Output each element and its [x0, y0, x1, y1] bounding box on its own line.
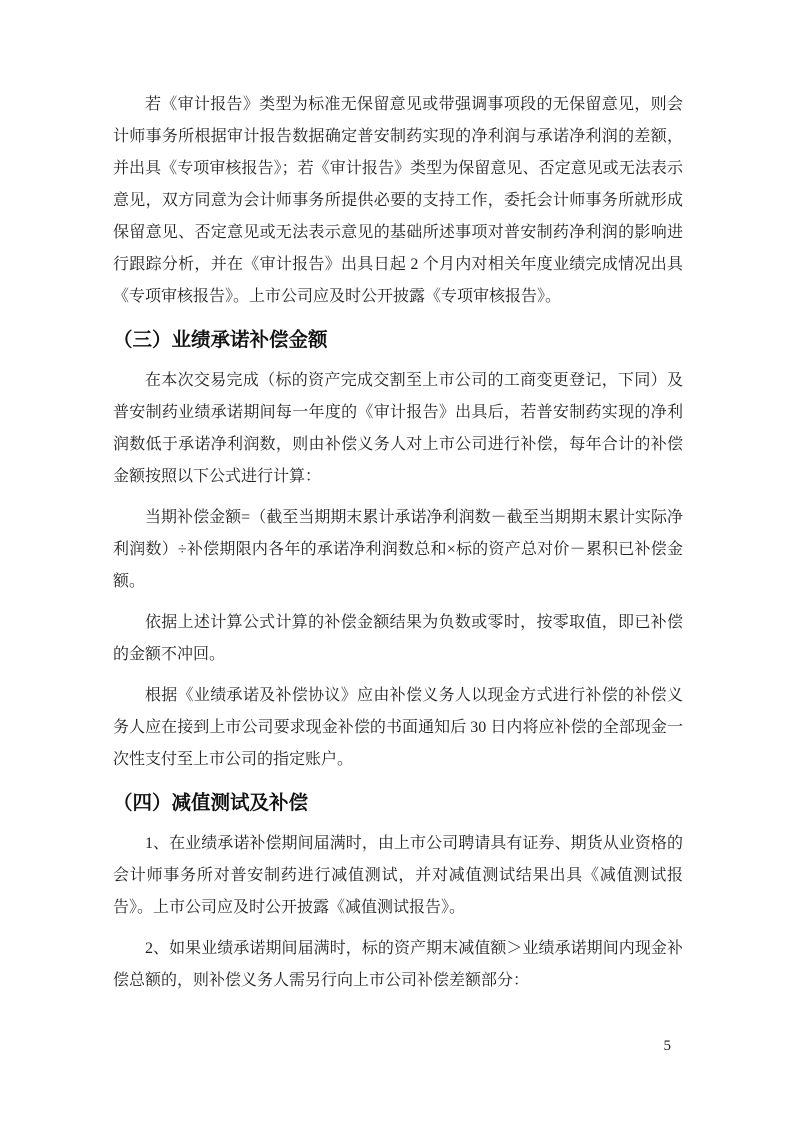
page-body [113, 89, 683, 1006]
paragraph-transaction-completion: 在本次交易完成（标的资产完成交割至上市公司的工商变更登记，下同）及普安制药业绩承诺期间每一年度的《审计报告》出具后，若普安制药实现的净利润数低于承诺净利润数，则由补偿义务人对上市公司进行补偿，每年合计的补偿金额按照以下公式进行计算： [113, 372, 683, 485]
paragraph-cash-payment-obligation: 根据《业绩承诺及补偿协议》应由补偿义务人以现金方式进行补偿的补偿义务人应在接到上市公司要求现金补偿的书面通知后 30 日内将应补偿的全部现金一次性支付至上市公司的指定账户。 [113, 687, 683, 768]
paragraph-negative-or-zero-rule: 依据上述计算公式计算的补偿金额结果为负数或零时，按零取值，即已补偿的金额不冲回。 [113, 614, 683, 663]
heading-performance-commitment-compensation-amount: （三）业绩承诺补偿金额 [113, 329, 328, 351]
paragraph-compensation-formula: 当期补偿金额=（截至当期期末累计承诺净利润数－截至当期期末累计实际净利润数）÷补偿期限内各年的承诺净利润数总和×标的资产总对价－累积已补偿金额。 [113, 509, 683, 590]
page-footer [113, 1036, 683, 1056]
page-number: 5 [663, 1038, 671, 1054]
paragraph-audit-report-types: 若《审计报告》类型为标准无保留意见或带强调事项段的无保留意见，则会计师事务所根据审计报告数据确定普安制药实现的净利润与承诺净利润的差额，并出具《专项审核报告》；若《审计报告》类型为保留意见、否定意见或无法表示意见，双方同意为会计师事务所提供必要的支持工作，委托会计师事务所就形成保留意见、否定意见或无法表示意见的基础所述事项对普安制药净利润的影响进行跟踪分析，并在《审计报告》出具日起 2 个月内对相关年度业绩完成情况出具《专项审核报告》。上市公司应及时公开披露《专项审核报告》。 [113, 96, 683, 305]
paragraph-impairment-test-procedure: 1、在业绩承诺补偿期间届满时，由上市公司聘请具有证券、期货从业资格的会计师事务所对普安制药进行减值测试，并对减值测试结果出具《减值测试报告》。上市公司应及时公开披露《减值测试报告》。 [113, 835, 683, 916]
heading-impairment-test-and-compensation: （四）减值测试及补偿 [113, 792, 309, 814]
paragraph-impairment-difference-compensation: 2、如果业绩承诺期间届满时，标的资产期末减值额＞业绩承诺期间内现金补偿总额的，则补偿义务人需另行向上市公司补偿差额部分： [113, 940, 683, 989]
